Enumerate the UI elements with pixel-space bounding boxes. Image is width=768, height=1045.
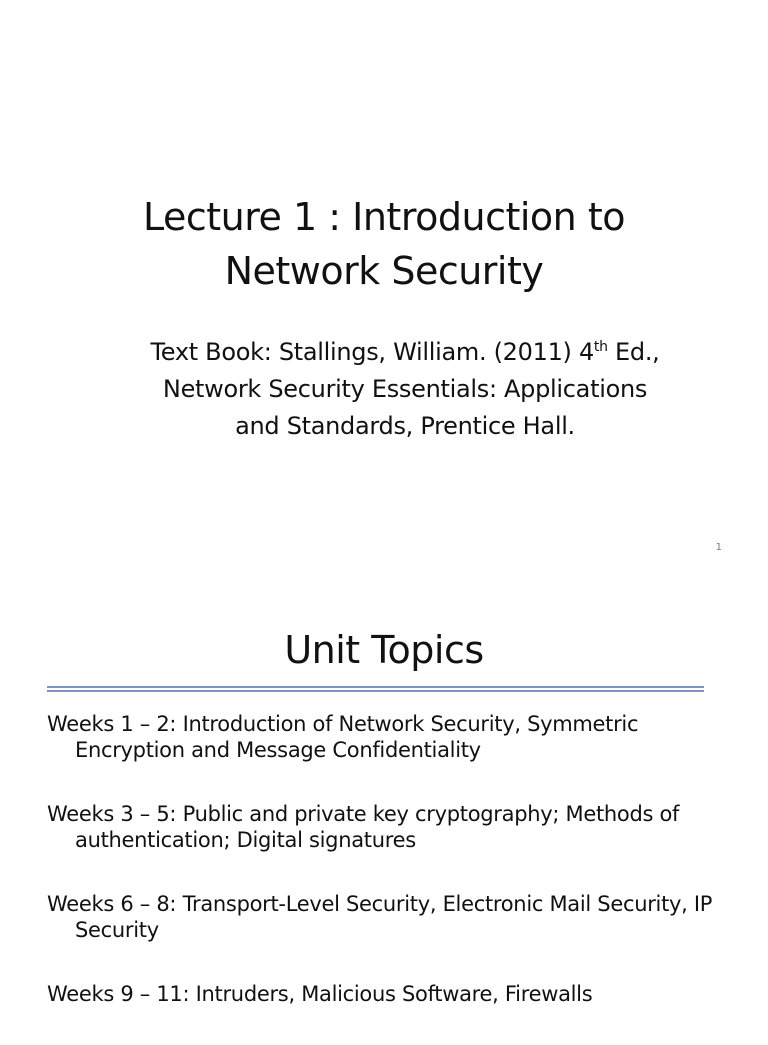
textbook-line-1 <box>0 334 768 371</box>
textbook-line-2: Network Security Essentials: Applications <box>162 375 648 403</box>
divider-line-bottom <box>47 690 704 692</box>
topic-list <box>47 711 737 1045</box>
topic-item-weeks-6-8: Weeks 6 – 8: Transport-Level Security, Electronic Mail Security, IP Security <box>47 892 713 942</box>
topic-item-weeks-3-5: Weeks 3 – 5: Public and private key cryptography; Methods of authentication; Digital signatures <box>47 802 680 852</box>
unit-topics-title: Unit Topics <box>284 628 484 672</box>
topic-item-weeks-9-11: Weeks 9 – 11: Intruders, Malicious Software, Firewalls <box>47 982 593 1006</box>
textbook-line-1-suffix: Ed., <box>607 338 660 366</box>
textbook-line-1-prefix: Text Book: Stallings, William. (2011) 4 <box>150 338 594 366</box>
divider-line-top <box>47 686 704 688</box>
title-divider <box>47 686 704 692</box>
lecture-title <box>0 190 768 298</box>
textbook-reference <box>0 334 768 445</box>
topic-item-weeks-1-2: Weeks 1 – 2: Introduction of Network Security, Symmetric Encryption and Message Confidentiality <box>47 712 639 762</box>
lecture-title-line-1: Lecture 1 : Introduction to <box>143 195 625 239</box>
textbook-line-3: and Standards, Prentice Hall. <box>235 412 575 440</box>
slide-unit-topics <box>0 566 768 1024</box>
slide-number: 1 <box>715 542 722 553</box>
edition-superscript: th <box>593 339 608 355</box>
lecture-title-line-2: Network Security <box>224 249 544 293</box>
